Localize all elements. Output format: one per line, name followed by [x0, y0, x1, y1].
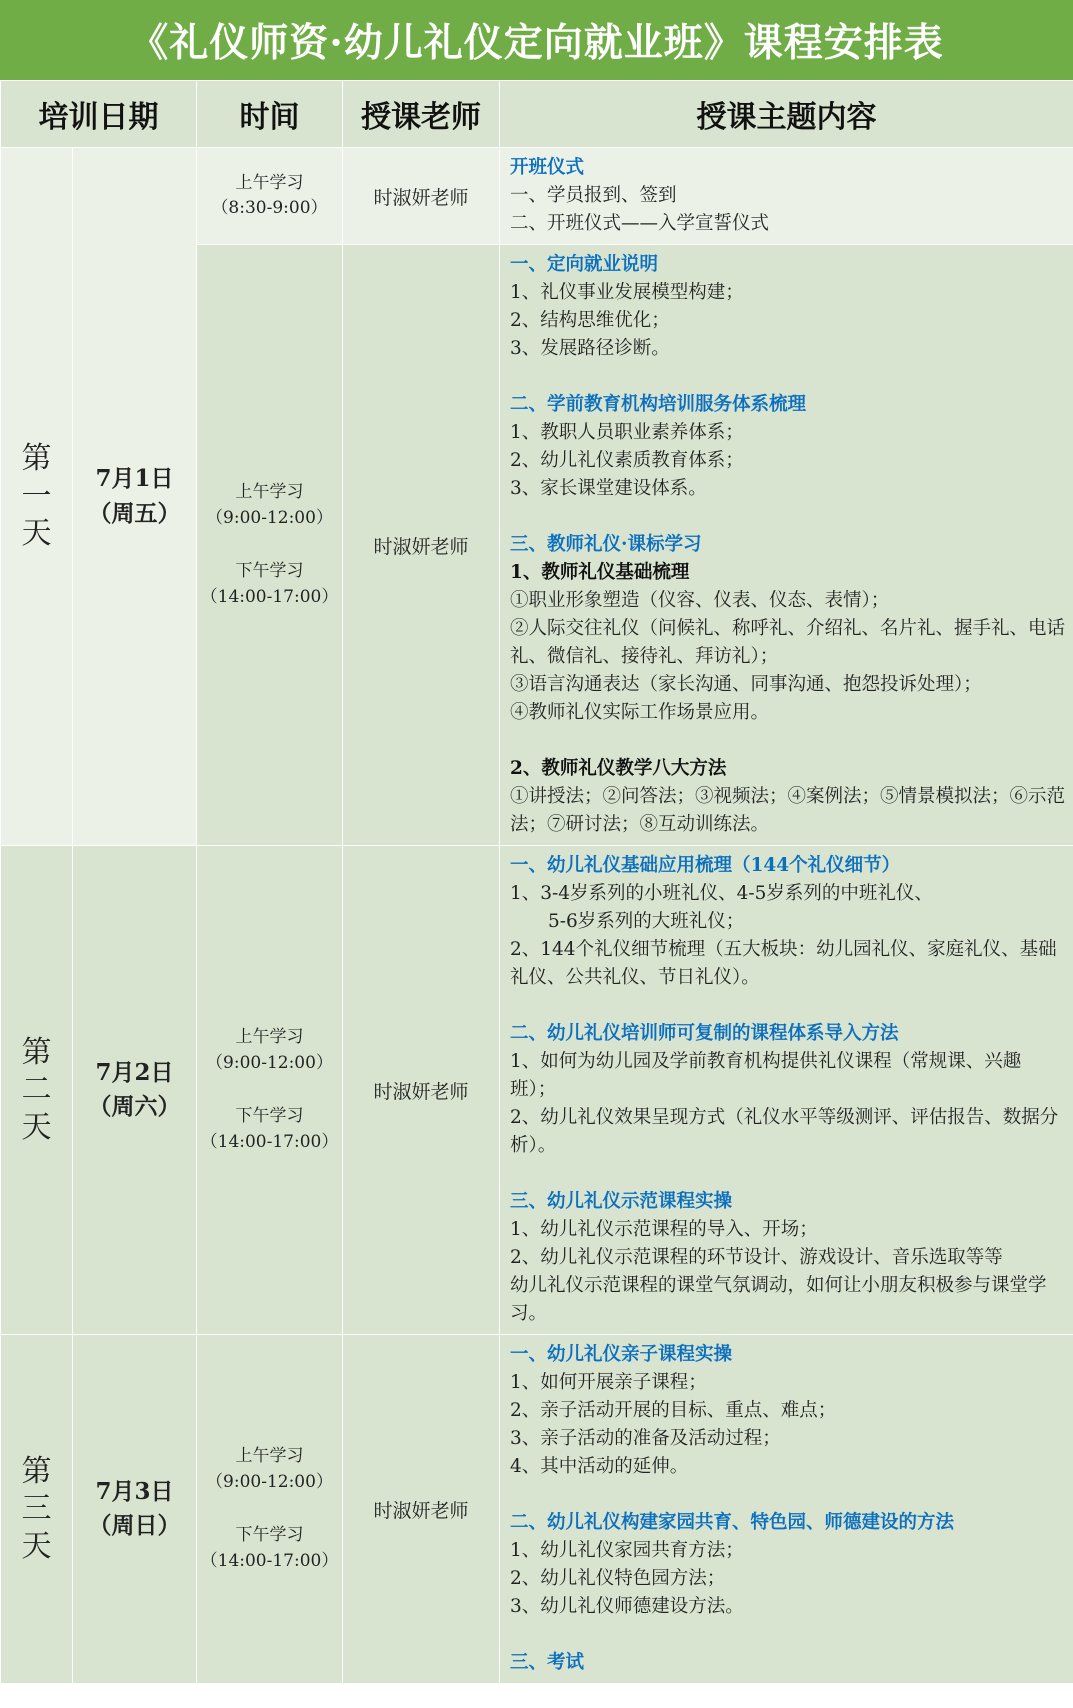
time-cell — [197, 148, 343, 245]
content-line: 3、发展路径诊断。 — [510, 338, 670, 359]
date-line: 7月2日 — [95, 1058, 174, 1086]
content-line: 2、幼儿礼仪素质教育体系； — [510, 450, 744, 471]
content-line: 幼儿礼仪示范课程的课堂气氛调动，如何让小朋友积极参与课堂学习。 — [510, 1275, 1047, 1324]
time-label: 上午学习 — [235, 1446, 304, 1466]
date-cell — [73, 148, 197, 846]
date-cell — [73, 846, 197, 1335]
time-cell — [197, 1335, 343, 1684]
time-label: 下午学习 — [235, 1106, 304, 1126]
content-cell — [500, 1335, 1073, 1684]
day-cell — [1, 1335, 73, 1684]
time-range: （9:00-12:00） — [206, 1471, 333, 1492]
content-line: 2、幼儿礼仪效果呈现方式（礼仪水平等级测评、评估报告、数据分析）。 — [510, 1107, 1059, 1156]
content-line: 1、如何为幼儿园及学前教育机构提供礼仪课程（常规课、兴趣班）； — [510, 1051, 1022, 1100]
date-line: 7月3日 — [95, 1477, 174, 1505]
content-line: 1、如何开展亲子课程； — [510, 1372, 707, 1393]
day-label: 第一天 — [21, 441, 52, 552]
day-label: 第二天 — [21, 1034, 52, 1145]
day-cell — [1, 846, 73, 1335]
time-cell — [197, 245, 343, 846]
content-heading: 开班仪式 — [510, 157, 585, 178]
content-line: 1、教职人员职业素养体系； — [510, 422, 744, 443]
date-cell — [73, 1335, 197, 1684]
content-line: ①职业形象塑造（仪容、仪表、仪态、表情）； — [510, 590, 890, 611]
content-line: 5-6岁系列的大班礼仪； — [548, 911, 745, 932]
table-row — [1, 846, 1073, 1335]
content-heading: 二、幼儿礼仪培训师可复制的课程体系导入方法 — [510, 1023, 899, 1044]
content-line: 3、幼儿礼仪师德建设方法。 — [510, 1596, 744, 1617]
time-label: 上午学习 — [235, 172, 304, 193]
day-label: 第三天 — [21, 1453, 52, 1564]
weekday-line: （周六） — [88, 1093, 181, 1120]
content-heading: 一、定向就业说明 — [510, 254, 659, 275]
time-cell — [197, 846, 343, 1335]
content-line: ③语言沟通表达（家长沟通、同事沟通、抱怨投诉处理）； — [510, 674, 982, 695]
time-label: 上午学习 — [235, 1027, 304, 1047]
content-heading: 二、幼儿礼仪构建家园共育、特色园、师德建设的方法 — [510, 1512, 955, 1533]
content-line: 4、其中活动的延伸。 — [510, 1456, 689, 1477]
content-spacer — [510, 1621, 1067, 1649]
table-row — [1, 148, 1073, 245]
content-line: 2、结构思维优化； — [510, 310, 670, 331]
content-heading: 三、幼儿礼仪示范课程实操 — [510, 1191, 733, 1212]
time-range: （9:00-12:00） — [206, 507, 333, 528]
teacher-cell: 时淑妍老师 — [343, 846, 500, 1335]
table-row — [1, 1335, 1073, 1684]
content-cell — [500, 846, 1073, 1335]
content-cell — [500, 148, 1073, 245]
page-title: 《礼仪师资·幼儿礼仪定向就业班》课程安排表 — [0, 0, 1073, 80]
table-header-row — [1, 81, 1073, 148]
weekday-line: （周日） — [88, 1512, 181, 1539]
time-range: （9:00-12:00） — [206, 1052, 333, 1073]
header-content: 授课主题内容 — [500, 81, 1073, 148]
content-line: 2、144个礼仪细节梳理（五大板块：幼儿园礼仪、家庭礼仪、基础礼仪、公共礼仪、节日礼仪）。 — [510, 939, 1057, 988]
content-line: 二、开班仪式——入学宣誓仪式 — [510, 213, 770, 234]
header-time: 时间 — [197, 81, 343, 148]
content-heading: 二、学前教育机构培训服务体系梳理 — [510, 394, 807, 415]
content-line: 2、亲子活动开展的目标、重点、难点； — [510, 1400, 837, 1421]
teacher-cell: 时淑妍老师 — [343, 1335, 500, 1684]
content-line: 1、幼儿礼仪示范课程的导入、开场； — [510, 1219, 818, 1240]
content-line: 2、幼儿礼仪特色园方法； — [510, 1568, 726, 1589]
content-line: 2、幼儿礼仪示范课程的环节设计、游戏设计、音乐选取等等 — [510, 1247, 1003, 1268]
content-line: ④教师礼仪实际工作场景应用。 — [510, 702, 770, 723]
content-heading: 一、幼儿礼仪亲子课程实操 — [510, 1344, 733, 1365]
weekday-line: （周五） — [88, 499, 181, 527]
time-label: 下午学习 — [235, 1525, 304, 1545]
content-heading: 一、幼儿礼仪基础应用梳理（144个礼仪细节） — [510, 855, 901, 876]
schedule-table — [0, 80, 1073, 1684]
time-label: 上午学习 — [235, 482, 304, 502]
time-range: （14:00-17:00） — [200, 586, 339, 607]
content-line: 1、3-4岁系列的小班礼仪、4-5岁系列的中班礼仪、 — [510, 883, 933, 904]
content-spacer — [510, 727, 1067, 755]
content-line: 3、家长课堂建设体系。 — [510, 478, 707, 499]
content-heading: 三、教师礼仪·课标学习 — [510, 534, 702, 555]
content-line: 3、亲子活动的准备及活动过程； — [510, 1428, 781, 1449]
content-line: 一、学员报到、签到 — [510, 185, 677, 206]
content-line: 1、幼儿礼仪家园共育方法； — [510, 1540, 744, 1561]
teacher-cell: 时淑妍老师 — [343, 148, 500, 245]
content-subheading: 1、教师礼仪基础梳理 — [510, 562, 690, 583]
time-range: （14:00-17:00） — [200, 1550, 339, 1571]
header-teacher: 授课老师 — [343, 81, 500, 148]
content-subheading: 2、教师礼仪教学八大方法 — [510, 758, 727, 779]
content-spacer — [510, 1160, 1067, 1188]
content-spacer — [510, 503, 1067, 531]
content-line: ①讲授法；②问答法；③视频法；④案例法；⑤情景模拟法；⑥示范法；⑦研讨法；⑧互动训练法。 — [510, 786, 1066, 835]
day-cell — [1, 148, 73, 846]
content-line: ②人际交往礼仪（问候礼、称呼礼、介绍礼、名片礼、握手礼、电话礼、微信礼、接待礼、拜访礼）； — [510, 618, 1066, 667]
teacher-cell: 时淑妍老师 — [343, 245, 500, 846]
content-line: 1、礼仪事业发展模型构建； — [510, 282, 744, 303]
content-heading: 三、考试 — [510, 1652, 585, 1673]
content-spacer — [510, 1481, 1067, 1509]
content-spacer — [510, 363, 1067, 391]
content-cell — [500, 245, 1073, 846]
date-line: 7月1日 — [95, 465, 174, 492]
time-range: （8:30-9:00） — [211, 198, 328, 218]
time-range: （14:00-17:00） — [200, 1131, 339, 1152]
time-label: 下午学习 — [235, 561, 304, 581]
header-date: 培训日期 — [1, 81, 197, 148]
content-spacer — [510, 992, 1067, 1020]
